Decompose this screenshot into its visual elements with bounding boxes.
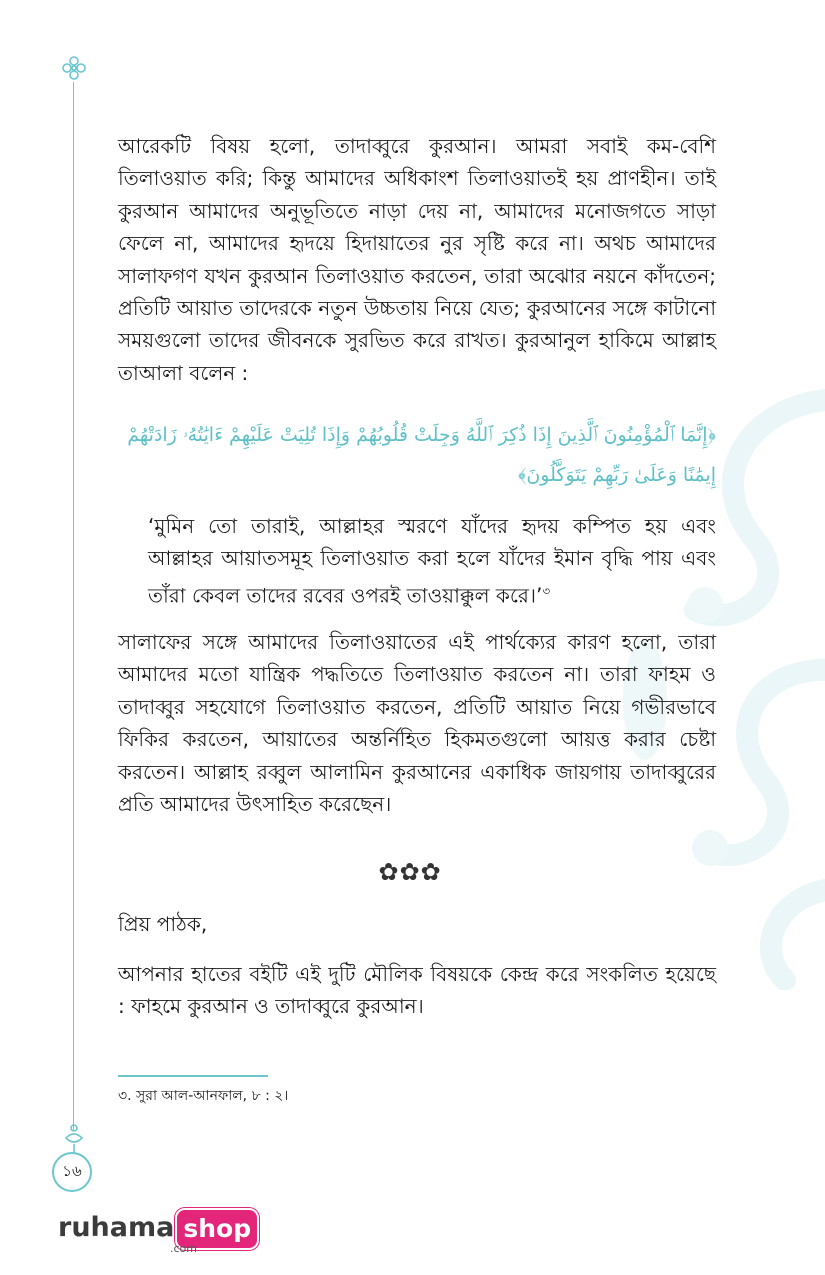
paragraph-salaf: সালাফের সঙ্গে আমাদের তিলাওয়াতের এই পার্থক্যের কারণ হলো, তারা আমাদের মতো যান্ত্রিক পদ্ধতিতে তিলাওয়াত করতেন না। তারা ফাহম ও তাদাব্বুর সহযোগে তিলাওয়াত করতেন, প্রতিটি আয়াত নিয়ে গভীরভাবে ফিকির করতেন, আয়াতের অন্তর্নিহিত হিকমতগুলো আয়ত্ত করার চেষ্টা করতেন। আল্লাহ রব্বুল আলামিন কুরআনের একাধিক জায়গায় তাদাব্বুরের প্রতি আমাদের উৎসাহিত করেছেন। [118,630,716,817]
margin-rule [73,82,74,1130]
logo-text: ruhama [58,1212,175,1243]
quote-text: ‘মুমিন তো তারাই, আল্লাহর স্মরণে যাঁদের হৃদয় কম্পিত হয় এবং আল্লাহর আয়াতসমূহ তিলাওয়াত করা হলে যাঁদের ইমান বৃদ্ধি পায় এবং তাঁরা কেবল তাদের রবের ওপরই তাওয়াক্কুল করে।’ [148,514,716,608]
footnote: ৩. সুরা আল-আনফাল, ৮ : ২। [118,1088,289,1104]
footnote-ref: ৩ [542,583,551,598]
top-flourish-icon [60,54,88,82]
verse-translation [148,510,716,612]
section-separator: ✿✿✿ [378,858,442,886]
paragraph-intro: আরেকটি বিষয় হলো, তাদাব্বুরে কুরআন। আমরা সবাই কম-বেশি তিলাওয়াত করি; কিন্তু আমাদের অধিকাংশ তিলাওয়াতই হয় প্রাণহীন। তাই কুরআন আমাদের অনুভূতিতে নাড়া দেয় না, আমাদের মনোজগতে সাড়া ফেলে না, আমাদের হৃদয়ে হিদায়াতের নুর সৃষ্টি করে না। অথচ আমাদের সালাফগণ যখন কুরআন তিলাওয়াত করতেন, তারা অঝোর নয়নে কাঁদতেন; প্রতিটি আয়াত তাদেরকে নতুন উচ্চতায় নিয়ে যেত; কুরআনের সঙ্গে কাটানো সময়গুলো তাদের জীবনকে সুরভিত করে রাখত। কুরআনুল হাকিমে আল্লাহ তাআলা বলেন : [118,134,716,385]
publisher-logo [58,1208,259,1256]
footnote-rule [118,1075,268,1077]
paragraph-book: আপনার হাতের বইটি এই দুটি মৌলিক বিষয়কে কেন্দ্র করে সংকলিত হয়েছে : ফাহমে কুরআন ও তাদাব্বুরে কুরআন। [118,962,716,1019]
logo-sub: .com [170,1242,197,1255]
logo-box: shop [175,1208,259,1250]
page-number: ১৬ [52,1152,92,1192]
arabic-verse: ﴿إِنَّمَا ٱلْمُؤْمِنُونَ ٱلَّذِينَ إِذَا ذُكِرَ ٱللَّهُ وَجِلَتْ قُلُوبُهُمْ وَإِذَا تُلِيَتْ عَلَيْهِمْ ءَايَٰتُهُۥ زَادَتْهُمْ إِيمَٰنًا وَعَلَىٰ رَبِّهِمْ يَتَوَكَّلُونَ﴾ [127,424,716,486]
greeting: প্রিয় পাঠক, [118,912,208,936]
